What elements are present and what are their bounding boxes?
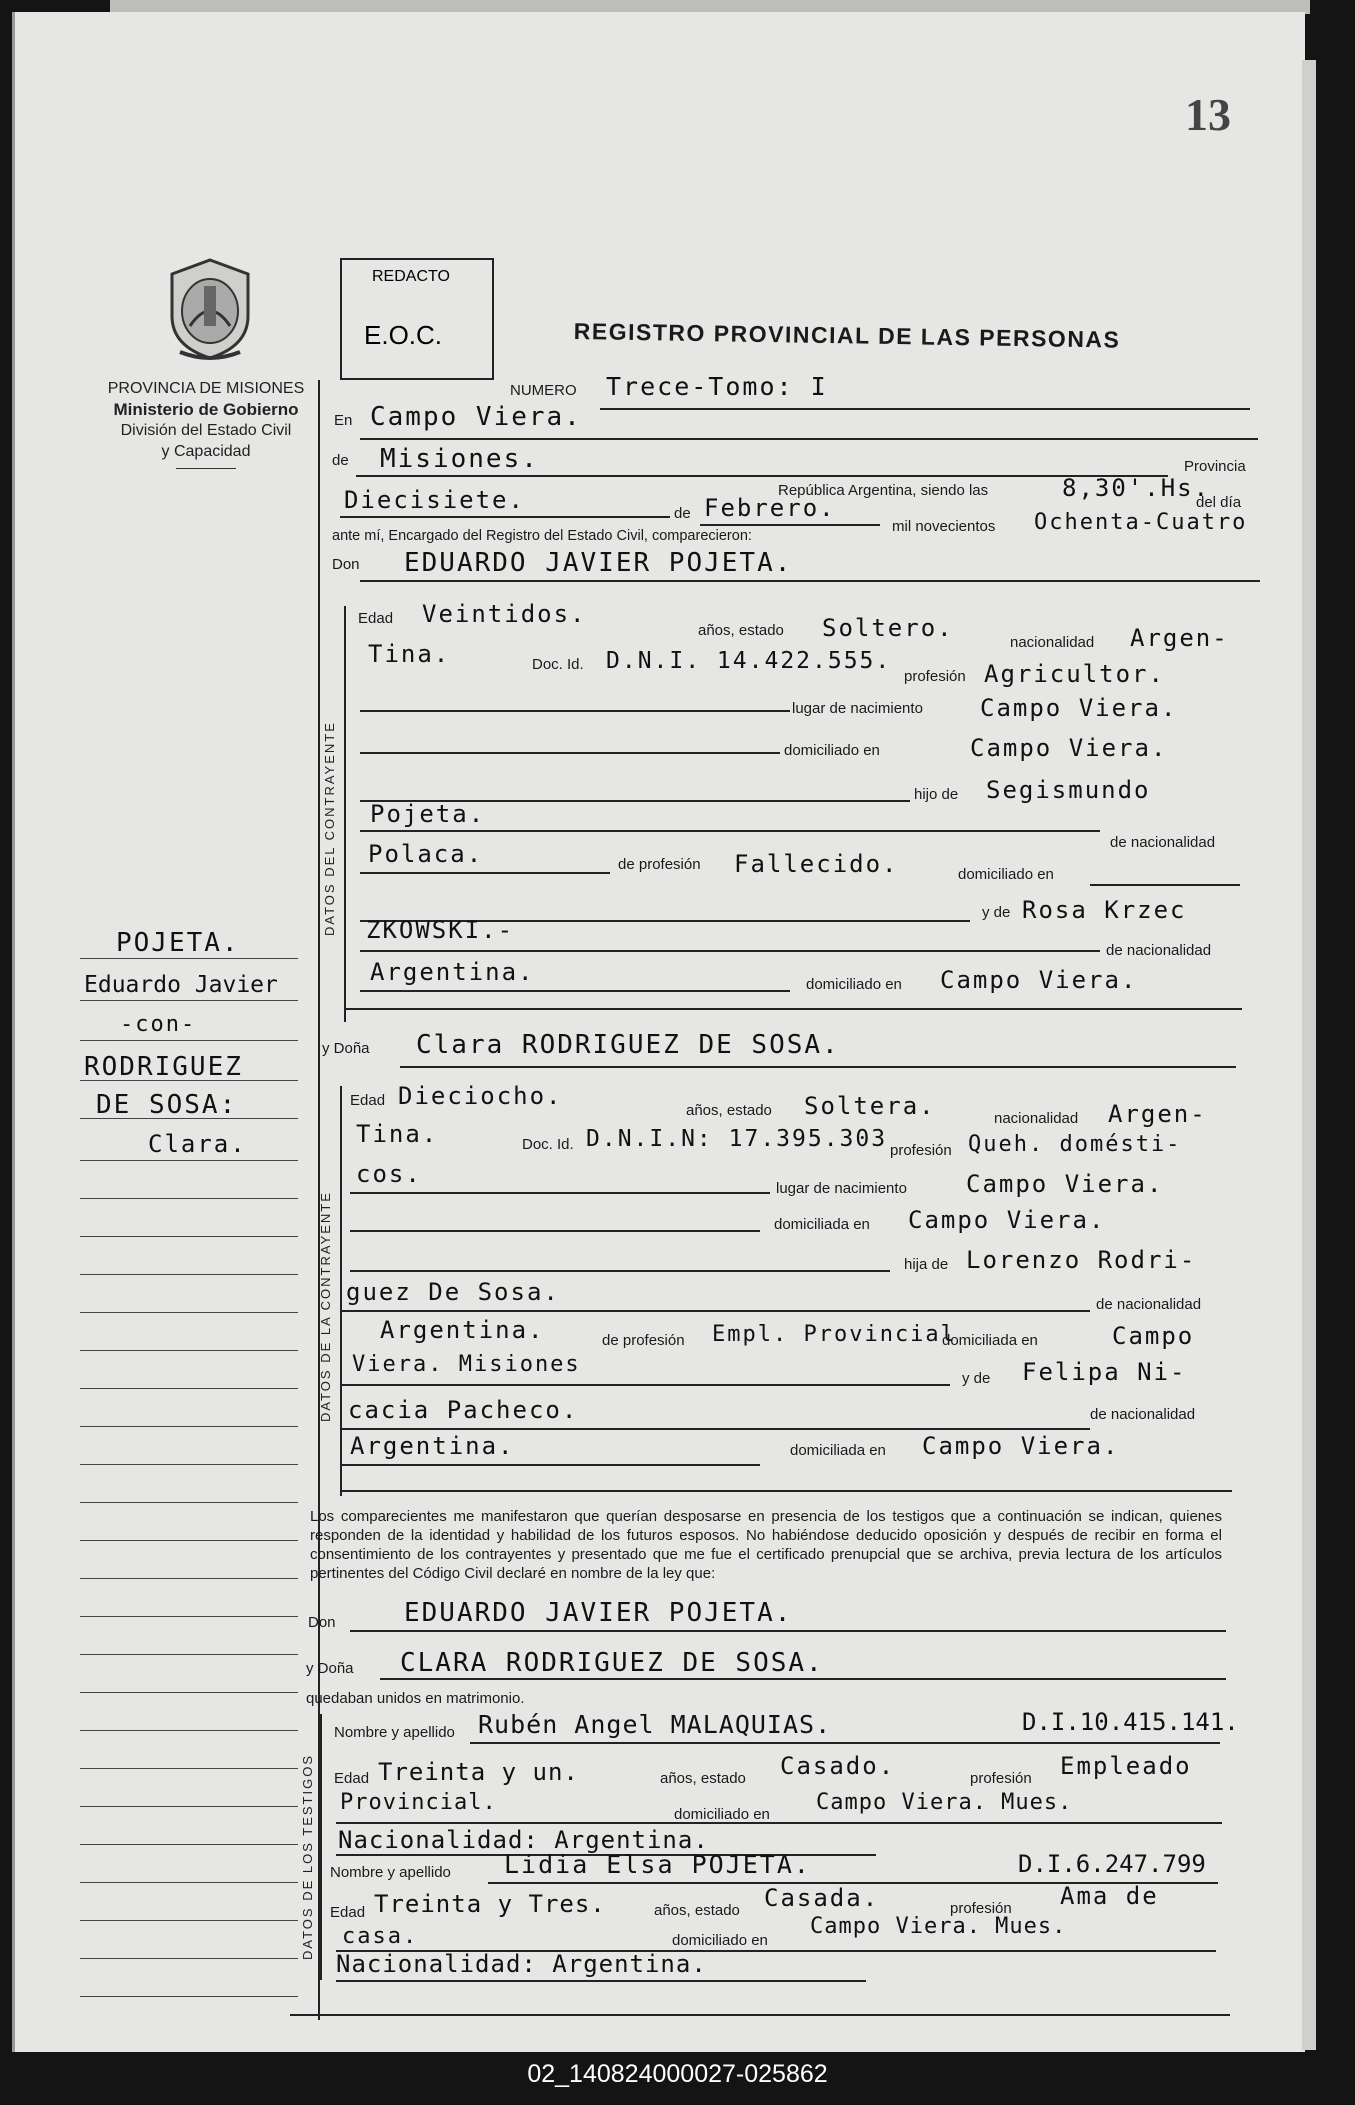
f-deprof-label: de profesión bbox=[602, 1332, 685, 1349]
c-madre-nac-label: de nacionalidad bbox=[1106, 942, 1212, 959]
page-number: 13 bbox=[1185, 89, 1231, 140]
don-label: Don bbox=[332, 556, 360, 573]
c-padre-dom-label: domiciliado en bbox=[958, 866, 1054, 883]
office-province: PROVINCIA DE MISIONES bbox=[107, 380, 305, 397]
redacto-initials: E.O.C. bbox=[364, 320, 443, 350]
f-hija-label: hija de bbox=[904, 1256, 949, 1273]
f-padre-prof-value: Empl. Provincial bbox=[712, 1322, 956, 1347]
f-madre-nac-label: de nacionalidad bbox=[1090, 1406, 1196, 1423]
f-padre-value: Lorenzo Rodri- bbox=[966, 1246, 1197, 1274]
de-line bbox=[356, 475, 1168, 477]
t1-anios-label: años, estado bbox=[660, 1770, 746, 1787]
c-madre-dom-value: Campo Viera. bbox=[940, 966, 1138, 994]
c-padre-value: Segismundo bbox=[986, 776, 1151, 804]
f-nac-label: nacionalidad bbox=[994, 1110, 1079, 1127]
c-madre-line bbox=[360, 950, 1100, 952]
c-nac-value: Argen- bbox=[1130, 624, 1229, 652]
t2-prof-value: Ama de bbox=[1060, 1882, 1159, 1910]
t2-anios-label: años, estado bbox=[654, 1902, 740, 1919]
f-nac-value: Argen- bbox=[1108, 1100, 1207, 1128]
c-madre2-value: ZKOWSKI.- bbox=[366, 916, 515, 944]
don-value: EDUARDO JAVIER POJETA. bbox=[404, 548, 793, 578]
dona-label: y Doña bbox=[322, 1040, 370, 1057]
f-madre-line bbox=[340, 1428, 1090, 1430]
redacto-box bbox=[340, 258, 494, 380]
c-padre2-value: Pojeta. bbox=[370, 800, 486, 828]
f-prof-label: profesión bbox=[890, 1142, 952, 1159]
f-estado-value: Soltera. bbox=[804, 1092, 936, 1120]
decl-dona-value: CLARA RODRIGUEZ DE SOSA. bbox=[400, 1648, 824, 1678]
de-label: de bbox=[332, 452, 349, 469]
office-ministry: Ministerio de Gobierno bbox=[113, 400, 299, 419]
f-lugar-label: lugar de nacimiento bbox=[776, 1180, 907, 1197]
c-padre-nac-line bbox=[360, 872, 610, 874]
c-anios-label: años, estado bbox=[698, 622, 784, 639]
c-madre-value: Rosa Krzec bbox=[1022, 896, 1187, 924]
mes-line bbox=[700, 524, 880, 526]
f-anios-label: años, estado bbox=[686, 1102, 772, 1119]
en-value: Campo Viera. bbox=[370, 402, 582, 432]
t1-edad-label: Edad bbox=[334, 1770, 370, 1787]
decl-unidos: quedaban unidos en matrimonio. bbox=[306, 1690, 525, 1707]
f-blank-line-3 bbox=[350, 1270, 890, 1272]
contrayente-bracket bbox=[344, 606, 346, 1022]
c-padre-dom-line bbox=[1090, 884, 1240, 886]
c-padre-prof-value: Fallecido. bbox=[734, 850, 899, 878]
t1-estado-value: Casado. bbox=[780, 1752, 896, 1780]
t1-name-label: Nombre y apellido bbox=[334, 1724, 455, 1741]
numero-label: NUMERO bbox=[510, 382, 577, 399]
t1-edad-value: Treinta y un. bbox=[378, 1758, 579, 1786]
f-dom-value: Campo Viera. bbox=[908, 1206, 1106, 1234]
declaration-paragraph: Los comparecientes me manifestaron que querían desposarse en presencia de los testigos que a continuación se indican, quienes responden de la identidad y habilidad de los futuros esposos. No habiéndose deducido oposición y después de recibir en forma el consentimiento de los contrayentes y presentado que me fue el certificado prenupcial que se archiva, previa lectura de los artículos pertinentes del Código Civil declaré en nombre de la ley que: bbox=[310, 1508, 1222, 1582]
de2-label: de bbox=[674, 505, 691, 522]
de-value: Misiones. bbox=[380, 444, 539, 474]
issuing-office bbox=[90, 378, 322, 469]
del-dia-label: del día bbox=[1196, 494, 1242, 511]
t1-dom-value: Campo Viera. Mues. bbox=[816, 1790, 1073, 1815]
f-dom-label: domiciliada en bbox=[774, 1216, 870, 1233]
f-madre-nac-line bbox=[340, 1464, 760, 1466]
testigos-side-label: DATOS DE LOS TESTIGOS bbox=[300, 1754, 315, 1960]
redacto-label: REDACTO bbox=[372, 268, 450, 285]
contrayente-side-label: DATOS DEL CONTRAYENTE bbox=[322, 721, 337, 936]
margin-name-3: -con- bbox=[120, 1012, 197, 1037]
en-line bbox=[360, 438, 1258, 440]
contrayenta-side-label: DATOS DE LA CONTRAYENTE bbox=[318, 1191, 333, 1422]
contrayenta-bottom-rule bbox=[342, 1490, 1232, 1492]
f-doc-value: D.N.I.N: 17.395.303 bbox=[586, 1126, 888, 1152]
margin-name-5: DE SOSA: bbox=[96, 1090, 238, 1120]
c-nac2-value: Tina. bbox=[368, 640, 451, 668]
decl-dona-line bbox=[380, 1678, 1226, 1680]
f-prof2-value: cos. bbox=[356, 1160, 422, 1188]
f-denac-label: de nacionalidad bbox=[1096, 1296, 1202, 1313]
c-lugar-value: Campo Viera. bbox=[980, 694, 1178, 722]
t1-name-value: Rubén Angel MALAQUIAS. bbox=[478, 1710, 832, 1739]
c-blank-line-2 bbox=[360, 752, 780, 754]
c-hijo-label: hijo de bbox=[914, 786, 959, 803]
file-code: 02_140824000027-025862 bbox=[527, 2060, 828, 2088]
c-padre-nac-value: Polaca. bbox=[368, 840, 484, 868]
c-doc-label: Doc. Id. bbox=[532, 656, 584, 673]
page-edge bbox=[1302, 60, 1316, 2050]
t1-name-line bbox=[470, 1742, 1220, 1744]
f-nac2-value: Tina. bbox=[356, 1120, 439, 1148]
decl-don-line bbox=[350, 1630, 1226, 1632]
c-padre-line bbox=[360, 830, 1100, 832]
decl-don-label: Don bbox=[308, 1614, 336, 1631]
t2-edad-value: Treinta y Tres. bbox=[374, 1890, 606, 1918]
margin-name-6: Clara. bbox=[148, 1130, 247, 1158]
t2-name-value: Lidia Elsa POJETA. bbox=[504, 1850, 811, 1879]
t2-dom-value: Campo Viera. Mues. bbox=[810, 1914, 1067, 1939]
contrayente-bottom-rule bbox=[346, 1008, 1242, 1010]
f-blank-line-2 bbox=[350, 1230, 760, 1232]
office-rule bbox=[176, 468, 236, 469]
c-yde-label: y de bbox=[982, 904, 1011, 921]
don-line bbox=[360, 580, 1260, 582]
office-division: División del Estado Civil bbox=[120, 422, 292, 439]
f-padre-dom-value: Campo bbox=[1112, 1322, 1195, 1350]
t2-nac-line bbox=[336, 1980, 866, 1982]
numero-value: Trece-Tomo: I bbox=[606, 372, 828, 401]
hora-value: 8,30'.Hs. bbox=[1062, 474, 1211, 502]
t2-prof2-value: casa. bbox=[342, 1924, 419, 1949]
t1-prof2-value: Provincial. bbox=[340, 1790, 497, 1815]
t1-nac-value: Nacionalidad: Argentina. bbox=[338, 1826, 709, 1854]
contrayenta-bracket bbox=[340, 1086, 342, 1496]
t2-dom-label: domiciliado en bbox=[672, 1932, 768, 1949]
f-padre2-value: guez De Sosa. bbox=[346, 1278, 560, 1306]
f-edad-label: Edad bbox=[350, 1092, 386, 1109]
dia-value: Diecisiete. bbox=[344, 486, 525, 514]
dia-line bbox=[340, 516, 670, 518]
t2-edad-label: Edad bbox=[330, 1904, 366, 1921]
c-prof-value: Agricultor. bbox=[984, 660, 1165, 688]
t1-dom-line bbox=[336, 1822, 1222, 1824]
f-madre-nac-value: Argentina. bbox=[350, 1432, 515, 1460]
f-lugar-value: Campo Viera. bbox=[966, 1170, 1164, 1198]
en-label: En bbox=[334, 412, 353, 429]
testigos-bracket bbox=[320, 1714, 322, 1980]
f-padre-line bbox=[340, 1310, 1090, 1312]
f-padre-dom2-value: Viera. Misiones bbox=[352, 1352, 581, 1377]
office-capacidad: y Capacidad bbox=[161, 443, 251, 460]
c-nac-label: nacionalidad bbox=[1010, 634, 1095, 651]
c-lugar-label: lugar de nacimiento bbox=[792, 700, 923, 717]
provincial-crest-icon bbox=[160, 256, 260, 361]
f-padre-nac-value: Argentina. bbox=[380, 1316, 545, 1344]
c-dom-value: Campo Viera. bbox=[970, 734, 1168, 762]
f-madre-value: Felipa Ni- bbox=[1022, 1358, 1187, 1386]
ante-label: ante mí, Encargado del Registro del Estado Civil, comparecieron: bbox=[332, 528, 752, 544]
t2-nac-value: Nacionalidad: Argentina. bbox=[336, 1950, 707, 1978]
margin-name-4: RODRIGUEZ bbox=[84, 1052, 243, 1082]
c-dom-label: domiciliado en bbox=[784, 742, 880, 759]
margin-name-2: Eduardo Javier bbox=[84, 972, 278, 998]
f-blank-line-1 bbox=[350, 1192, 770, 1194]
c-edad-value: Veintidos. bbox=[422, 600, 587, 628]
f-prof-value: Queh. domésti- bbox=[968, 1132, 1182, 1157]
c-deprof-label: de profesión bbox=[618, 856, 701, 873]
t2-estado-value: Casada. bbox=[764, 1884, 880, 1912]
t2-doc-value: D.I.6.247.799 bbox=[1018, 1850, 1206, 1878]
f-yde-label: y de bbox=[962, 1370, 991, 1387]
f-madre2-value: cacia Pacheco. bbox=[348, 1396, 579, 1424]
mil-label: mil novecientos bbox=[892, 518, 996, 535]
f-doc-label: Doc. Id. bbox=[522, 1136, 574, 1153]
f-madre-dom-value: Campo Viera. bbox=[922, 1432, 1120, 1460]
mes-value: Febrero. bbox=[704, 494, 836, 522]
decl-don-value: EDUARDO JAVIER POJETA. bbox=[404, 1598, 793, 1628]
document-title: REGISTRO PROVINCIAL DE LAS PERSONAS bbox=[573, 318, 1121, 353]
t2-prof-label: profesión bbox=[950, 1900, 1012, 1917]
c-doc-value: D.N.I. 14.422.555. bbox=[606, 648, 892, 674]
provincia-label: Provincia bbox=[1184, 458, 1246, 475]
t1-dom-label: domiciliado en bbox=[674, 1806, 770, 1823]
c-denac-label: de nacionalidad bbox=[1110, 834, 1216, 851]
t1-prof-label: profesión bbox=[970, 1770, 1032, 1787]
c-estado-value: Soltero. bbox=[822, 614, 954, 642]
republica-label: República Argentina, siendo las bbox=[778, 482, 989, 499]
c-madre-dom-label: domiciliado en bbox=[806, 976, 902, 993]
c-madre-nac-line bbox=[360, 990, 790, 992]
c-prof-label: profesión bbox=[904, 668, 966, 685]
margin-name-1: POJETA. bbox=[116, 928, 240, 958]
t2-name-label: Nombre y apellido bbox=[330, 1864, 451, 1881]
f-madre-dom-label: domiciliada en bbox=[790, 1442, 886, 1459]
dona-line bbox=[400, 1066, 1236, 1068]
f-padre-dom-label: domiciliada en bbox=[942, 1332, 1038, 1349]
f-edad-value: Dieciocho. bbox=[398, 1082, 563, 1110]
page-bottom-rule bbox=[290, 2014, 1230, 2016]
decl-dona-label: y Doña bbox=[306, 1660, 354, 1677]
f-padre-dom-line bbox=[340, 1384, 950, 1386]
anio-value: Ochenta-Cuatro bbox=[1034, 510, 1248, 535]
c-blank-line-1 bbox=[360, 710, 790, 712]
t1-prof-value: Empleado bbox=[1060, 1752, 1192, 1780]
c-edad-label: Edad bbox=[358, 610, 394, 627]
numero-line bbox=[600, 408, 1250, 410]
dona-value: Clara RODRIGUEZ DE SOSA. bbox=[416, 1030, 840, 1060]
t1-doc-value: D.I.10.415.141. bbox=[1022, 1708, 1239, 1736]
c-madre-nac-value: Argentina. bbox=[370, 958, 535, 986]
